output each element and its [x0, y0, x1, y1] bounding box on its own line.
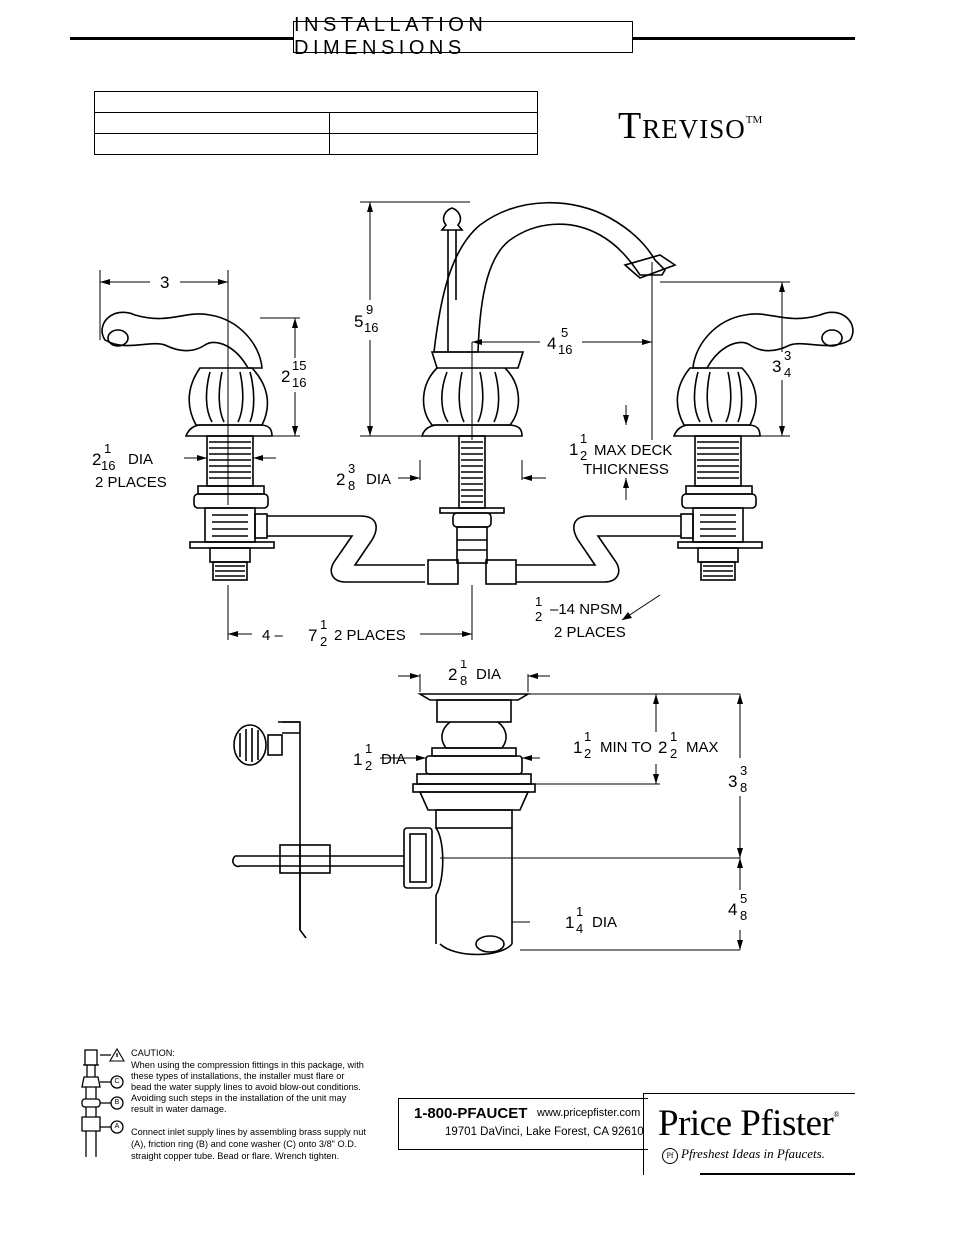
dimension-lines: [100, 202, 790, 640]
dim-base-dia-whole: 2: [92, 450, 102, 469]
product-name-text: Treviso: [618, 105, 746, 147]
dim-tail-label: DIA: [592, 914, 618, 931]
drain-dimension-lines: [380, 674, 740, 950]
contact-box: [398, 1098, 648, 1150]
dim-lower-num: 5: [740, 891, 748, 906]
drain-diagram: [0, 660, 954, 960]
spout-drawing: [422, 203, 675, 584]
dim-base-dia-label: DIA: [128, 451, 154, 468]
instruction-line: straight copper tube. Bead or flare. Wrench tighten.: [131, 1151, 340, 1161]
dim-flange-whole: 2: [448, 665, 458, 684]
dim-spread-prefix: 4 –: [262, 627, 283, 644]
dim-range-max-num: 1: [670, 729, 678, 744]
spec-table-cell: [95, 113, 330, 134]
caution-line: Avoiding such steps in the installation of the unit may: [131, 1093, 347, 1103]
dim-total-num: 3: [740, 763, 748, 778]
dim-range-min-den: 2: [584, 746, 592, 761]
product-name: [618, 104, 762, 148]
compression-fitting-icon: [80, 1045, 130, 1165]
dim-flange-label: DIA: [476, 666, 502, 683]
phone-number: 1-800-PFAUCET: [414, 1105, 528, 1122]
dim-spout-height-num: 9: [366, 302, 374, 317]
dim-handle-reach: 3: [160, 273, 170, 292]
dim-handle-height-den: 16: [292, 375, 307, 390]
dim-lower-whole: 4: [728, 900, 738, 919]
marker-b: B: [114, 1099, 120, 1106]
caution-line: these types of installations, the installer must flare or: [131, 1071, 345, 1081]
dim-deck-whole: 1: [569, 440, 579, 459]
dim-spout-dia-whole: 2: [336, 470, 346, 489]
dim-npsm-num: 1: [535, 594, 543, 609]
address: 19701 DaVinci, Lake Forest, CA 92610: [445, 1126, 644, 1138]
faucet-diagram: [0, 180, 954, 660]
pop-up-rod-drawing: [233, 722, 407, 938]
instruction-line: Connect inlet supply lines by assembling brass supply nut: [131, 1127, 366, 1137]
drain-body-drawing: [404, 694, 535, 955]
dim-deck-den: 2: [580, 448, 588, 463]
instruction-line: (A), friction ring (B) and cone washer (C) onto 3/8" O.D.: [131, 1139, 357, 1149]
marker-a: A: [114, 1123, 120, 1130]
dim-spout-dia-den: 8: [348, 478, 356, 493]
dim-range-min-whole: 1: [573, 738, 583, 757]
registered-mark: ®: [833, 1110, 839, 1119]
dim-spout-dia-label: DIA: [366, 471, 392, 488]
left-handle-drawing: [102, 312, 425, 582]
header-rule-right: [633, 37, 855, 40]
spec-table: [94, 91, 538, 155]
dim-base-places: 2 PLACES: [95, 474, 167, 491]
caution-section: [80, 1045, 370, 1165]
dim-range-suffix: MAX: [686, 739, 719, 756]
dimension-arrows: [100, 202, 785, 637]
dim-body-label: DIA: [381, 751, 407, 768]
header-rule-left: [70, 37, 293, 40]
dim-npsm-label: –14 NPSM: [550, 601, 623, 618]
spec-table-cell: [95, 134, 330, 155]
dim-range-max-den: 2: [670, 746, 678, 761]
brand-logo: [658, 1102, 839, 1145]
caution-line: When using the compression fittings in this package, with: [131, 1060, 364, 1070]
dim-body-num: 1: [365, 741, 373, 756]
tagline-text: Pfreshest Ideas in Pfaucets.: [681, 1146, 825, 1161]
dim-flange-den: 8: [460, 673, 468, 688]
marker-c: C: [114, 1078, 120, 1085]
dim-range-max-whole: 2: [658, 738, 668, 757]
dim-npsm-den: 2: [535, 609, 543, 624]
trademark-mark: TM: [745, 114, 763, 126]
dim-spout-dia-num: 3: [348, 461, 356, 476]
dim-tail-whole: 1: [565, 913, 575, 932]
brand-logo-text: Price Pfister: [658, 1103, 834, 1144]
dim-spread-den: 2: [320, 634, 328, 649]
dim-spread-suffix: 2 PLACES: [334, 627, 406, 644]
dim-right-handle-whole: 3: [772, 357, 782, 376]
dim-body-den: 2: [365, 758, 373, 773]
caution-heading: CAUTION:: [131, 1048, 175, 1058]
dim-spread-num: 1: [320, 617, 328, 632]
dim-handle-height-num: 15: [292, 358, 307, 373]
dim-tail-den: 4: [576, 921, 584, 936]
spec-table-header-cell: [95, 92, 538, 113]
dim-body-whole: 1: [353, 750, 363, 769]
website-link[interactable]: www.pricepfister.com: [537, 1107, 641, 1119]
dim-base-dia-den: 16: [101, 458, 116, 473]
dim-range-min-num: 1: [584, 729, 592, 744]
spec-table-cell: [330, 134, 538, 155]
pf-badge-icon: Pf: [662, 1148, 678, 1164]
brand-tagline: [662, 1146, 825, 1164]
dim-lower-den: 8: [740, 908, 748, 923]
dim-spout-reach-whole: 4: [547, 334, 557, 353]
dim-spread-whole: 7: [308, 626, 318, 645]
dim-deck-line1: MAX DECK: [594, 442, 673, 459]
dim-spout-reach-num: 5: [561, 325, 569, 340]
dim-deck-num: 1: [580, 431, 588, 446]
dim-flange-num: 1: [460, 660, 468, 671]
dim-right-handle-den: 4: [784, 365, 792, 380]
spec-table-cell: [330, 113, 538, 134]
page-title: INSTALLATION DIMENSIONS: [293, 21, 633, 53]
dim-total-den: 8: [740, 780, 748, 795]
dim-total-whole: 3: [728, 772, 738, 791]
dim-spout-height-den: 16: [364, 320, 379, 335]
caution-line: bead the water supply lines to avoid blow-out conditions.: [131, 1082, 361, 1092]
dim-tail-num: 1: [576, 904, 584, 919]
dim-spout-reach-den: 16: [558, 342, 573, 357]
dim-range-mid: MIN TO: [600, 739, 652, 756]
dim-npsm-places: 2 PLACES: [554, 624, 626, 641]
dim-right-handle-num: 3: [784, 348, 792, 363]
dim-handle-height-whole: 2: [281, 367, 291, 386]
dim-spout-height-whole: 5: [354, 312, 364, 331]
dim-base-dia-num: 1: [104, 441, 112, 456]
logo-box: [643, 1093, 855, 1175]
footer-rule: [700, 1173, 855, 1175]
dim-deck-line2: THICKNESS: [583, 461, 669, 478]
caution-line: result in water damage.: [131, 1104, 227, 1114]
